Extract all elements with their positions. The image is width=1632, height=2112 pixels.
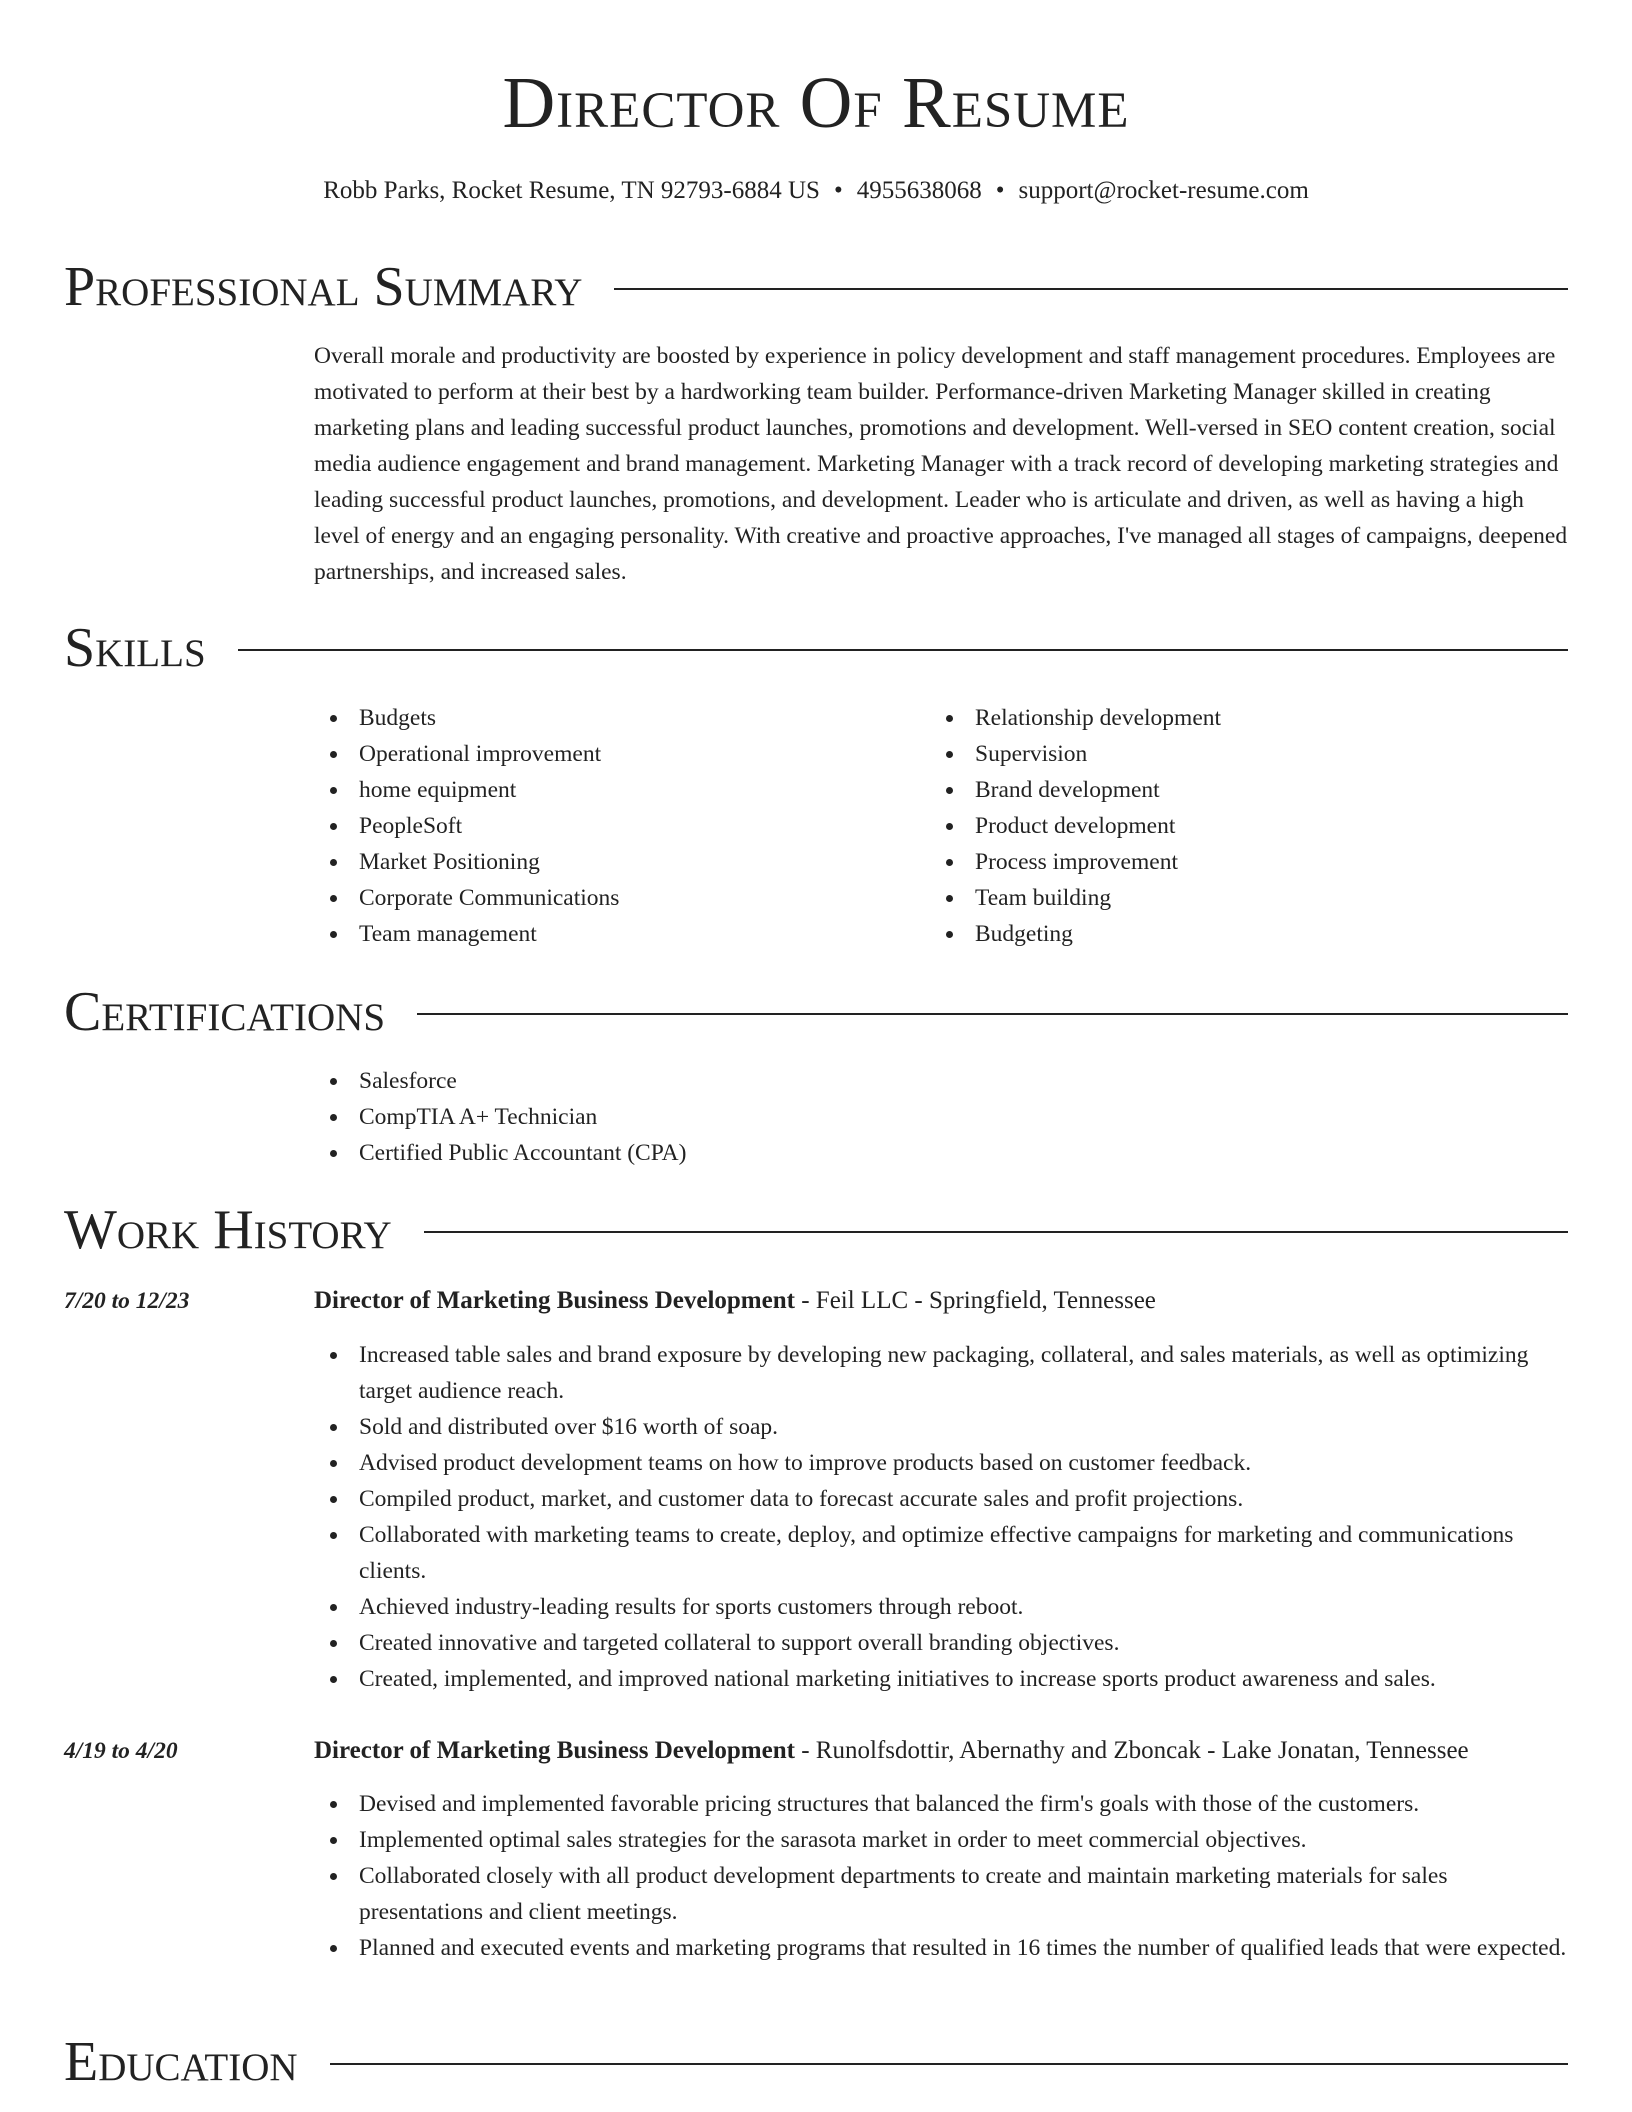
resume-title: Director Of Resume xyxy=(502,62,1130,143)
job-dates: 4/19 to 4/20 xyxy=(64,1738,178,1764)
contact-separator: • xyxy=(995,177,1005,204)
job-title: Director of Marketing Business Development xyxy=(314,1287,795,1314)
section-title: Skills xyxy=(64,617,206,679)
skill-item: Supervision xyxy=(930,736,1530,772)
section-title: Certifications xyxy=(64,981,386,1043)
job-bullet: Created innovative and targeted collateral to support overall branding objectives. xyxy=(314,1625,1568,1661)
section-heading-certifications xyxy=(64,977,1568,1047)
job-bullet: Increased table sales and brand exposure by developing new packaging, collateral, and sales materials, as well as optimizing target audience reach. xyxy=(314,1337,1568,1409)
job-bullet: Collaborated closely with all product development departments to create and maintain marketing materials for sales presentations and client meetings. xyxy=(314,1858,1568,1930)
job-bullet: Planned and executed events and marketing programs that resulted in 16 times the number of qualified leads that were expected. xyxy=(314,1930,1568,1966)
skill-item: Market Positioning xyxy=(314,844,914,880)
job-bullets xyxy=(314,1337,1568,1697)
contact-email[interactable]: support@rocket-resume.com xyxy=(1018,177,1309,204)
job-title-line xyxy=(314,1733,1568,1769)
skill-item: Relationship development xyxy=(930,700,1530,736)
section-divider xyxy=(424,1231,1568,1233)
job-bullet: Created, implemented, and improved national marketing initiatives to increase sports product awareness and sales. xyxy=(314,1661,1568,1697)
job-bullet: Achieved industry-leading results for sports customers through reboot. xyxy=(314,1589,1568,1625)
skills-column-right xyxy=(930,700,1530,952)
skills-column-left xyxy=(314,700,914,952)
skill-item: Budgets xyxy=(314,700,914,736)
certification-item: Certified Public Accountant (CPA) xyxy=(314,1135,1568,1171)
section-heading-education xyxy=(64,2027,1568,2097)
job-title: Director of Marketing Business Development xyxy=(314,1737,795,1764)
skill-item: Team management xyxy=(314,916,914,952)
contact-phone: 4955638068 xyxy=(856,177,982,204)
certifications-list xyxy=(314,1063,1568,1171)
section-heading-work-history xyxy=(64,1195,1568,1265)
section-divider xyxy=(238,649,1568,651)
job-bullet: Devised and implemented favorable pricing structures that balanced the firm's goals with those of the customers. xyxy=(314,1786,1568,1822)
job-employer-location: - Runolfsdottir, Abernathy and Zboncak - Lake Jonatan, Tennessee xyxy=(794,1737,1469,1764)
contact-line xyxy=(0,174,1632,208)
skill-item: Process improvement xyxy=(930,844,1530,880)
section-title: Professional Summary xyxy=(64,256,583,318)
section-heading-summary xyxy=(64,252,1568,322)
skill-item: home equipment xyxy=(314,772,914,808)
skill-item: Team building xyxy=(930,880,1530,916)
certification-item: CompTIA A+ Technician xyxy=(314,1099,1568,1135)
job-title-line xyxy=(314,1283,1568,1319)
job-bullet: Implemented optimal sales strategies for the sarasota market in order to meet commercial objectives. xyxy=(314,1822,1568,1858)
skill-item: Brand development xyxy=(930,772,1530,808)
skill-item: Operational improvement xyxy=(314,736,914,772)
job-bullet: Advised product development teams on how to improve products based on customer feedback. xyxy=(314,1445,1568,1481)
section-heading-skills xyxy=(64,613,1568,683)
job-dates: 7/20 to 12/23 xyxy=(64,1288,190,1314)
job-employer-location: - Feil LLC - Springfield, Tennessee xyxy=(794,1287,1156,1314)
summary-text: Overall morale and productivity are boosted by experience in policy development and staff management procedures. Employees are motivated to perform at their best by a hardworking team builder. Performance-driven Marketing Manager skilled in creating marketing plans and leading successful product launches, promotions and development. Well-versed in SEO content creation, social media audience engagement and brand management. Marketing Manager with a track record of developing marketing strategies and leading successful product launches, promotions, and development. Leader who is articulate and driven, as well as having a high level of energy and an engaging personality. With creative and proactive approaches, I've managed all stages of campaigns, deepened partnerships, and increased sales. xyxy=(314,343,1568,585)
skill-item: Product development xyxy=(930,808,1530,844)
job-bullet: Collaborated with marketing teams to create, deploy, and optimize effective campaigns for marketing and communications clients. xyxy=(314,1517,1568,1589)
section-divider xyxy=(330,2063,1568,2065)
section-divider xyxy=(614,288,1568,290)
job-bullet: Compiled product, market, and customer data to forecast accurate sales and profit projections. xyxy=(314,1481,1568,1517)
certification-item: Salesforce xyxy=(314,1063,1568,1099)
job-bullets xyxy=(314,1786,1568,1966)
contact-separator: • xyxy=(833,177,843,204)
section-title: Education xyxy=(64,2031,298,2093)
skill-item: Corporate Communications xyxy=(314,880,914,916)
job-bullet: Sold and distributed over $16 worth of soap. xyxy=(314,1409,1568,1445)
skill-item: Budgeting xyxy=(930,916,1530,952)
skill-item: PeopleSoft xyxy=(314,808,914,844)
contact-address: Robb Parks, Rocket Resume, TN 92793-6884 US xyxy=(323,177,820,204)
section-title: Work History xyxy=(64,1199,392,1261)
section-divider xyxy=(417,1013,1568,1015)
